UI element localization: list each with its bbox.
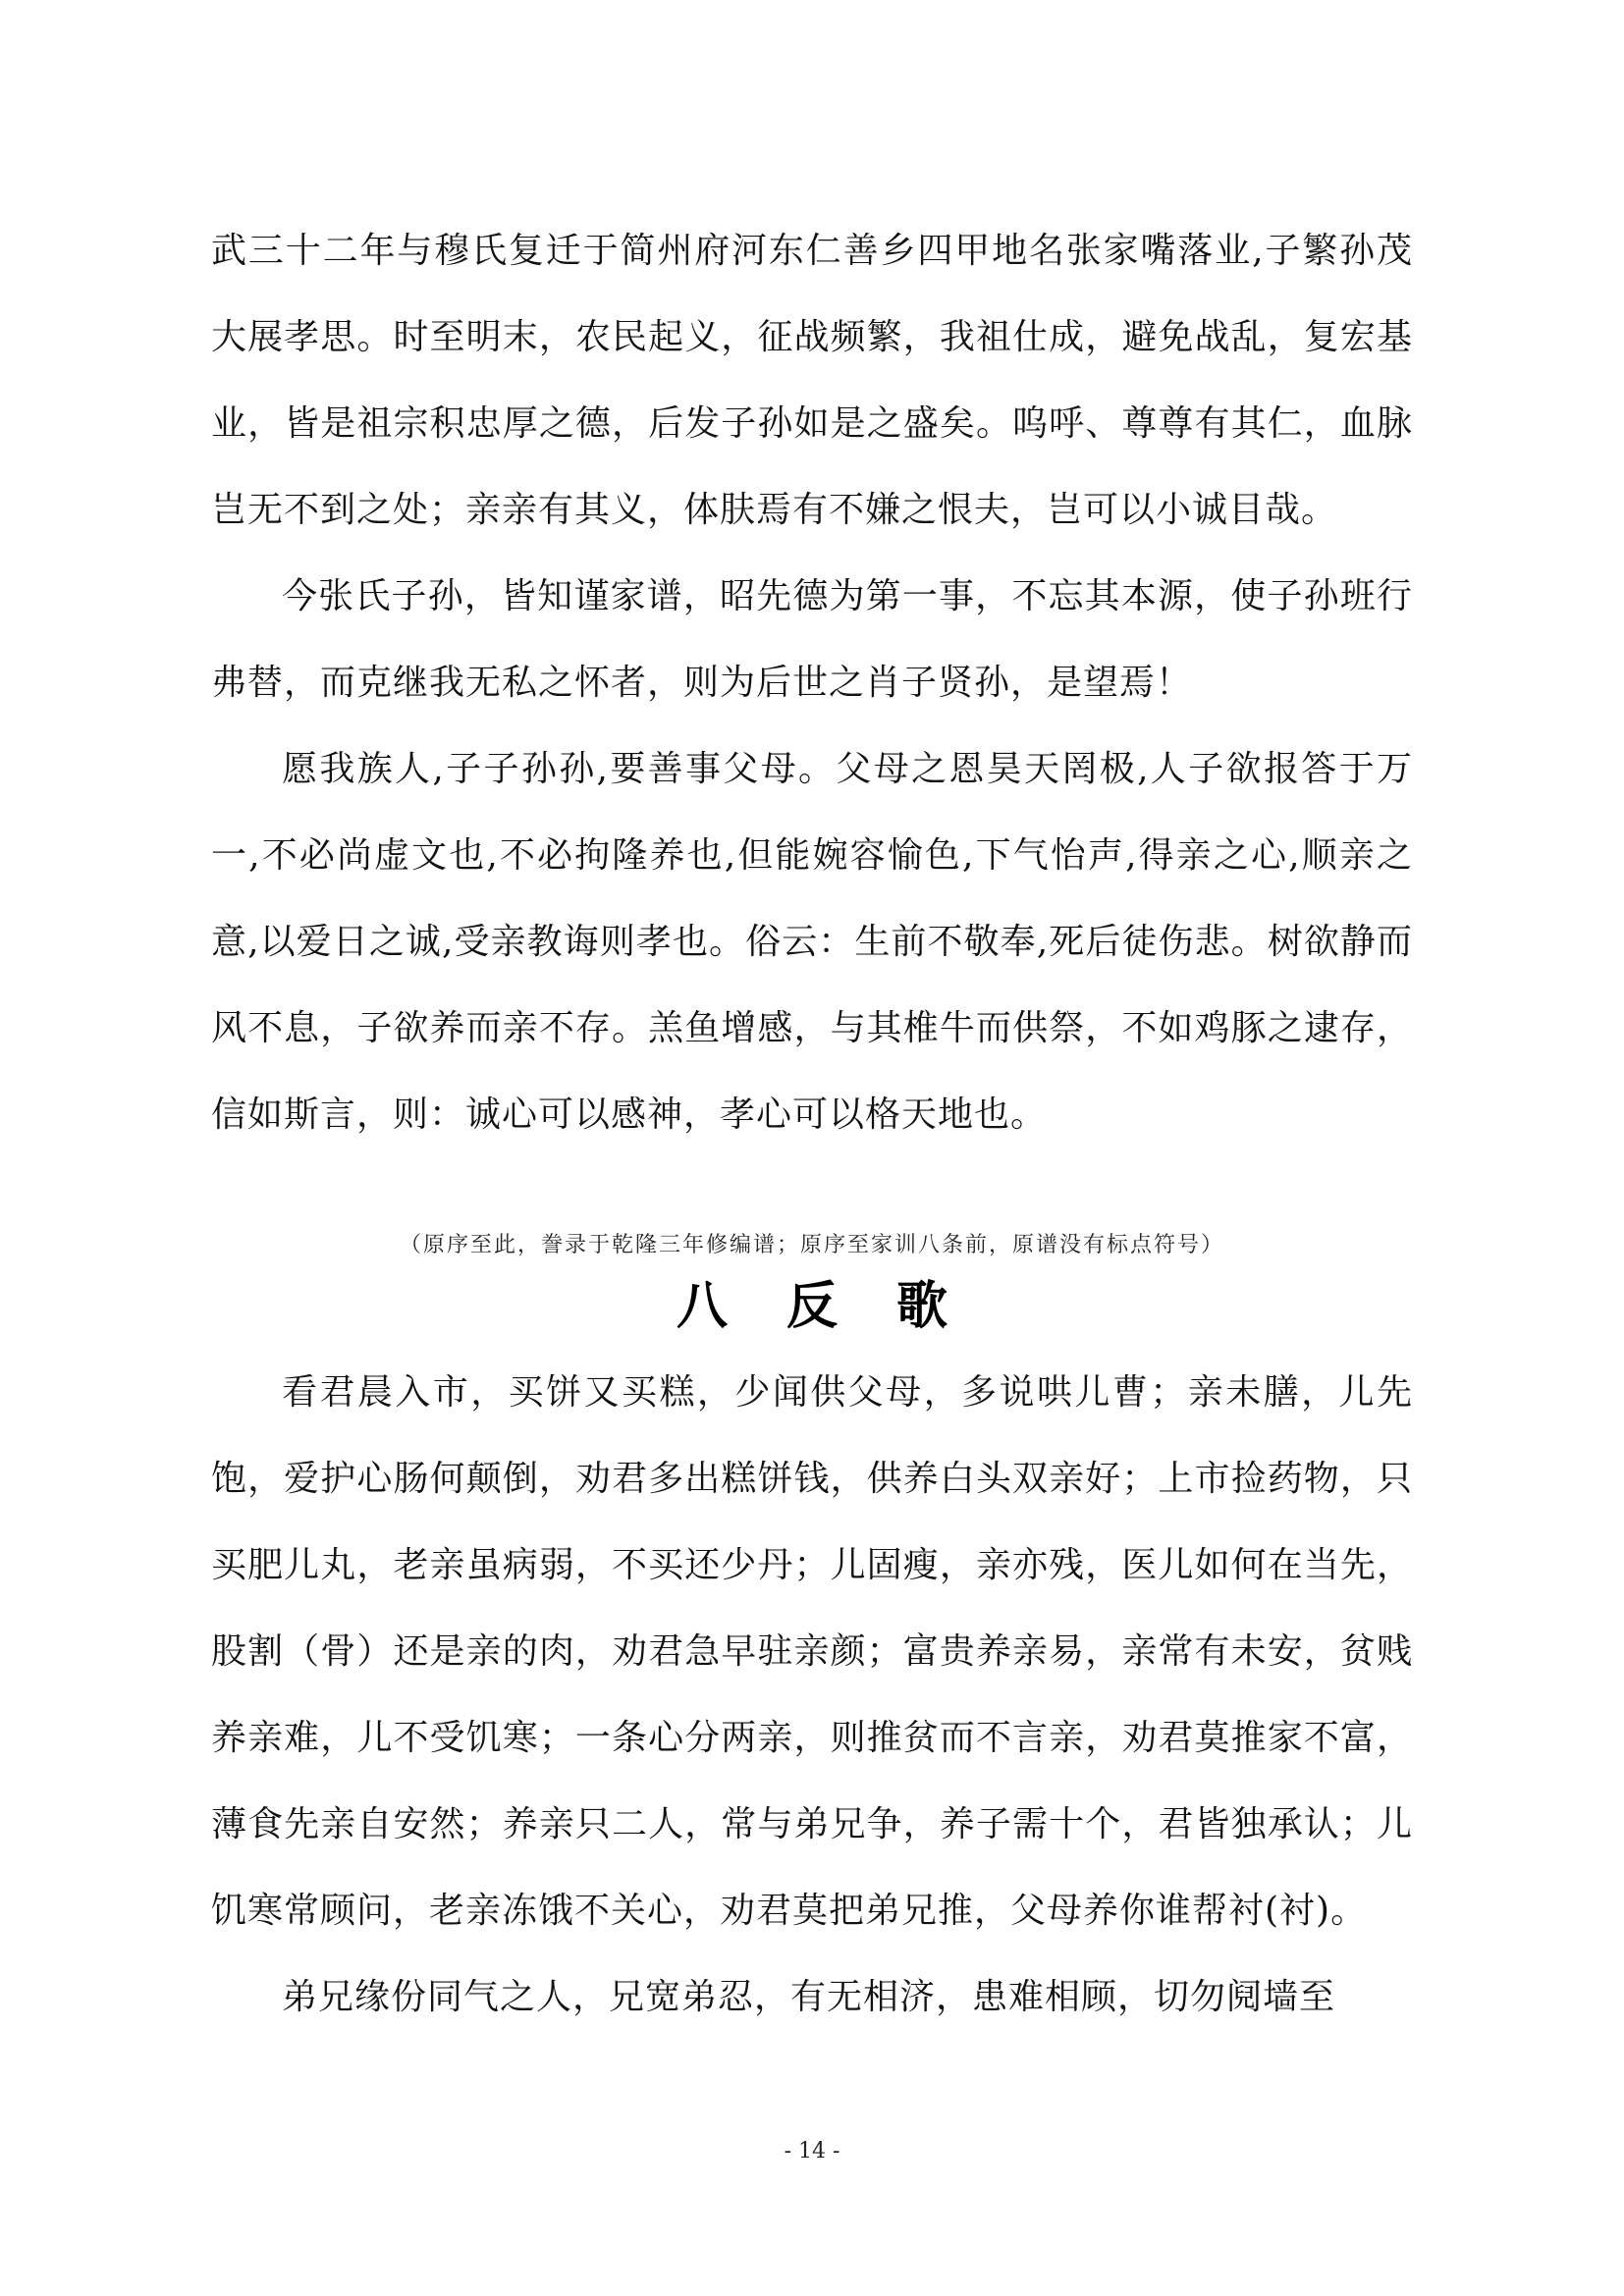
preface-paragraph-continuation: 武三十二年与穆氏复迁于简州府河东仁善乡四甲地名张家嘴落业,子繁孙茂大展孝思。时至明末，农民起义，征战频繁，我祖仕成，避免战乱，复宏基业，皆是祖宗积忠厚之德，后发子孙如是之盛矣。呜呼、尊尊有其仁，血脉岂无不到之处；亲亲有其义，体肤焉有不嫌之恨夫，岂可以小诚目哉。 [211, 231, 1413, 530]
preface-paragraph-filial-piety: 愿我族人,子子孙孙,要善事父母。父母之恩昊天罔极,人子欲报答于万一,不必尚虚文也,不必拘隆养也,但能婉容愉色,下气怡声,得亲之心,顺亲之意,以爱日之诚,受亲教诲则孝也。俗云：生前不敬奉,死后徒伤悲。树欲静而风不息，子欲养而亲不存。羔鱼增感，与其椎牛而供祭，不如鸡豚之逮存，信如斯言，则：诚心可以感神，孝心可以格天地也。 [211, 749, 1413, 1135]
preface-paragraph-genealogy: 今张氏子孙，皆知谨家谱，昭先德为第一事，不忘其本源，使子孙班行弗替，而克继我无私之怀者，则为后世之肖子贤孙，是望焉！ [211, 576, 1413, 703]
brothers-paragraph: 弟兄缘份同气之人，兄宽弟忍，有无相济，患难相顾，切勿阋墙至 [282, 1977, 1336, 2017]
preface-source-note: （原序至此，誊录于乾隆三年修编谱；原序至家训八条前，原谱没有标点符号） [399, 1233, 1224, 1257]
page-number: - 14 - [784, 2139, 840, 2163]
ba-fan-ge-text-block [211, 1350, 1413, 2041]
section-title-ba-fan-ge: 八反歌 [676, 1276, 1006, 1336]
ba-fan-ge-paragraph: 看君晨入市，买饼又买糕，少闻供父母，多说哄儿曹；亲未膳，儿先饱，爱护心肠何颠倒，劝君多出糕饼钱，供养白头双亲好；上市捡药物，只买肥儿丸，老亲虽病弱，不买还少丹；儿固瘦，亲亦残，医儿如何在当先，股割（骨）还是亲的肉，劝君急早驻亲颜；富贵养亲易，亲常有未安，贫贱养亲难，儿不受饥寒；一条心分两亲，则推贫而不言亲，劝君莫推家不富，薄食先亲自安然；养亲只二人，常与弟兄争，养子需十个，君皆独承认；儿饥寒常顾问，老亲冻饿不关心，劝君莫把弟兄推，父母养你谁帮衬(衬)。 [211, 1372, 1413, 1931]
preface-text-block [211, 208, 1413, 1158]
